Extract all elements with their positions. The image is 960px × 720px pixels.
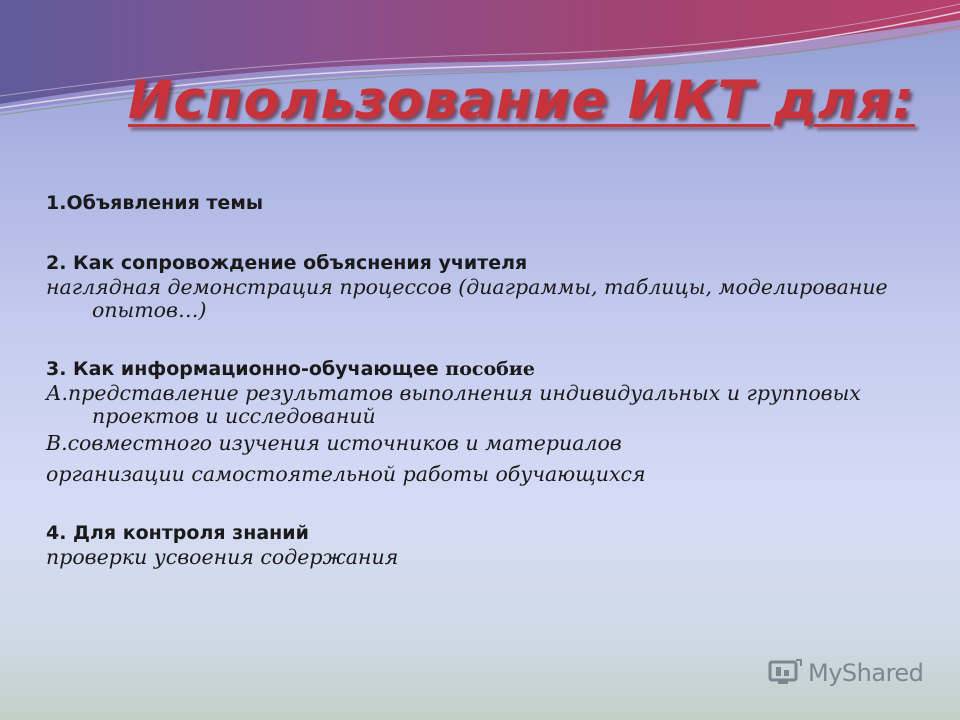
item-2-description: наглядная демонстрация процессов (диаграммы, таблицы, моделирование опытов…) [46,275,888,322]
myshared-logo-icon [768,658,802,688]
slide-title: Использование ИКТ для: [128,70,915,131]
watermark-label: MyShared [808,659,924,687]
item-3-heading-tail: пособие [445,358,535,380]
item-3a-text: А.представление результатов выполнения индивидуальных и групповых проектов и исследований [46,381,861,428]
item-4-heading: 4. Для контроля знаний [46,522,309,544]
item-1-heading: 1.Объявления темы [46,192,264,214]
item-4-description: проверки усвоения содержания [46,545,399,569]
item-3-heading [46,356,926,382]
item-3-heading-main: 3. Как информационно-обучающее [46,358,446,380]
item-2-heading: 2. Как сопровождение объяснения учителя [46,252,528,274]
watermark [768,656,923,690]
slide-content [46,190,926,569]
item-3c-text: организации самостоятельной работы обучающихся [46,462,646,486]
item-3b-text: В.совместного изучения источников и материалов [46,431,622,455]
